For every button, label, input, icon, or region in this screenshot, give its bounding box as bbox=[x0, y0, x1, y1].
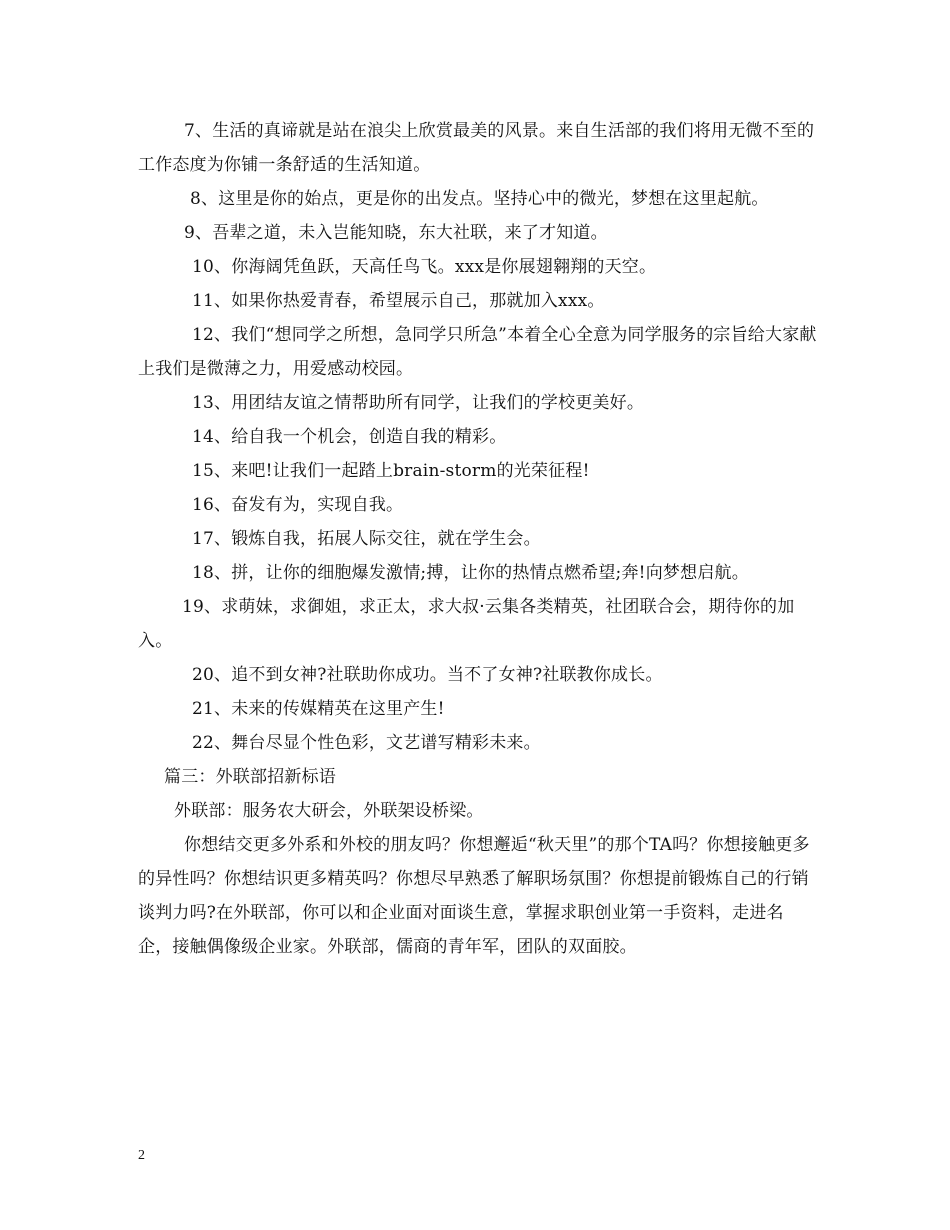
paragraph-7: 7、生活的真谛就是站在浪尖上欣赏最美的风景。来自生活部的我们将用无微不至的工作态度为你铺一条舒适的生活知道。 bbox=[138, 121, 815, 175]
paragraph-11: 11、如果你热爱青春，希望展示自己，那就加入xxx。 bbox=[192, 291, 605, 311]
document-body bbox=[138, 114, 818, 964]
paragraph-19: 19、求萌妹，求御姐，求正太，求大叔·云集各类精英，社团联合会，期待你的加入。 bbox=[138, 597, 795, 651]
section-subtitle: 外联部：服务农大研会，外联架设桥梁。 bbox=[174, 801, 484, 821]
paragraph-14: 14、给自我一个机会，创造自我的精彩。 bbox=[192, 427, 507, 447]
section-heading: 篇三：外联部招新标语 bbox=[164, 767, 336, 787]
paragraph-9: 9、吾辈之道，未入岂能知晓，东大社联，来了才知道。 bbox=[184, 223, 608, 243]
paragraph-20: 20、追不到女神?社联助你成功。当不了女神?社联教你成长。 bbox=[192, 665, 663, 685]
paragraph-18: 18、拼，让你的细胞爆发激情;搏，让你的热情点燃希望;奔!向梦想启航。 bbox=[192, 563, 749, 583]
paragraph-16: 16、奋发有为，实现自我。 bbox=[192, 495, 404, 515]
paragraph-13: 13、用团结友谊之情帮助所有同学，让我们的学校更美好。 bbox=[192, 393, 645, 413]
paragraph-8: 8、这里是你的始点，更是你的出发点。坚持心中的微光，梦想在这里起航。 bbox=[190, 189, 769, 209]
paragraph-21: 21、未来的传媒精英在这里产生! bbox=[192, 699, 445, 719]
page-number: 2 bbox=[138, 1148, 145, 1163]
paragraph-10: 10、你海阔凭鱼跃，天高任鸟飞。xxx是你展翅翱翔的天空。 bbox=[192, 257, 657, 277]
paragraph-15: 15、来吧!让我们一起踏上brain-storm的光荣征程! bbox=[192, 461, 590, 481]
section-body: 你想结交更多外系和外校的朋友吗？你想邂逅“秋天里”的那个TA吗？你想接触更多的异性吗？你想结识更多精英吗？你想尽早熟悉了解职场氛围？你想提前锻炼自己的行销谈判力吗?在外联部，你可以和企业面对面谈生意，掌握求职创业第一手资料，走进名企，接触偶像级企业家。外联部，儒商的青年军，团队的双面胶。 bbox=[138, 835, 810, 957]
paragraph-12: 12、我们“想同学之所想，急同学只所急”本着全心全意为同学服务的宗旨给大家献上我们是微薄之力，用爱感动校园。 bbox=[138, 325, 817, 379]
paragraph-17: 17、锻炼自我，拓展人际交往，就在学生会。 bbox=[192, 529, 541, 549]
paragraph-22: 22、舞台尽显个性色彩，文艺谱写精彩未来。 bbox=[192, 733, 541, 753]
